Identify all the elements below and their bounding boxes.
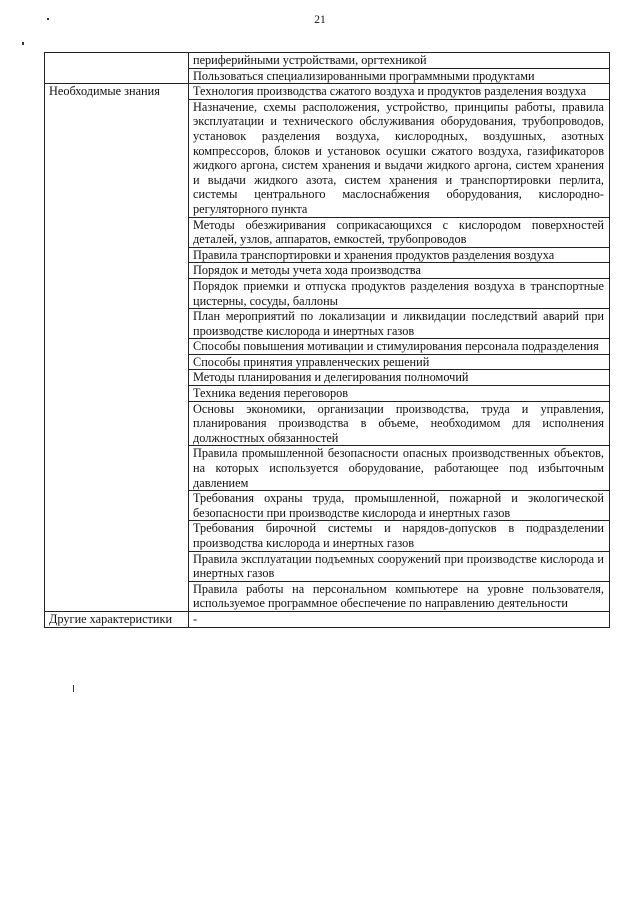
- label-cell: [45, 354, 189, 370]
- table-cell: Методы планирования и делегирования полномочий: [189, 370, 610, 386]
- scan-mark: [47, 18, 49, 20]
- table-row: [45, 521, 610, 551]
- table-cell: Способы принятия управленческих решений: [189, 354, 610, 370]
- label-cell: [45, 247, 189, 263]
- table-row: [45, 263, 610, 279]
- other-label: Другие характеристики: [45, 611, 189, 627]
- label-cell: [45, 339, 189, 355]
- table-cell: Порядок приемки и отпуска продуктов разделения воздуха в транспортные цистерны, сосуды, баллоны: [189, 278, 610, 308]
- table-row: [45, 53, 610, 69]
- label-cell: [45, 386, 189, 402]
- table-row: [45, 386, 610, 402]
- table-cell: Технология производства сжатого воздуха и продуктов разделения воздуха: [189, 84, 610, 100]
- label-cell: [45, 370, 189, 386]
- table-row: [45, 446, 610, 491]
- table-row: [45, 278, 610, 308]
- table-cell: Требования бирочной системы и нарядов-допусков в подразделении производства кислорода и инертных газов: [189, 521, 610, 551]
- table-row: [45, 84, 610, 100]
- table-cell: Правила работы на персональном компьютере на уровне пользователя, используемое программное обеспечение по направлению деятельности: [189, 581, 610, 611]
- table-cell: Требования охраны труда, промышленной, пожарной и экологической безопасности при производстве кислорода и инертных газов: [189, 491, 610, 521]
- table-cell: План мероприятий по локализации и ликвидации последствий аварий при производстве кислорода и инертных газов: [189, 309, 610, 339]
- label-cell: [45, 53, 189, 69]
- table-row: [45, 309, 610, 339]
- knowledge-label: Необходимые знания: [45, 84, 189, 100]
- scan-mark: [73, 685, 74, 692]
- label-cell: [45, 309, 189, 339]
- label-cell: [45, 581, 189, 611]
- table-row: [45, 354, 610, 370]
- table-row: [45, 581, 610, 611]
- table-cell: Способы повышения мотивации и стимулирования персонала подразделения: [189, 339, 610, 355]
- label-cell: [45, 278, 189, 308]
- table-row: [45, 491, 610, 521]
- table-cell: Порядок и методы учета хода производства: [189, 263, 610, 279]
- table-cell: Правила эксплуатации подъемных сооружений при производстве кислорода и инертных газов: [189, 551, 610, 581]
- table-row: [45, 370, 610, 386]
- table-row: [45, 68, 610, 84]
- label-cell: [45, 68, 189, 84]
- table-cell: Основы экономики, организации производства, труда и управления, планирования производства в объеме, необходимом для исполнения должностных обязанностей: [189, 401, 610, 446]
- label-cell: [45, 446, 189, 491]
- table-row: [45, 217, 610, 247]
- table-cell: Пользоваться специализированными программными продуктами: [189, 68, 610, 84]
- other-value: -: [189, 611, 610, 627]
- table-cell: Назначение, схемы расположения, устройство, принципы работы, правила эксплуатации и технического обслуживания оборудования, трубопроводов, установок разделения воздуха, кислородных, воздушных, азотных компрессоров, блоков и установок осушки сжатого воздуха, газификаторов жидкого аргона, систем хранения и выдачи жидкого аргона, систем хранения и выдачи жидкого азота, систем хранения и транспортировки перлита, системы центрального маслоснабжения оборудования, кислородно-регуляторного пункта: [189, 99, 610, 217]
- table-row: [45, 551, 610, 581]
- table-row: [45, 247, 610, 263]
- table-cell: Методы обезжиривания соприкасающихся с кислородом поверхностей деталей, узлов, аппаратов, емкостей, трубопроводов: [189, 217, 610, 247]
- table-row: [45, 401, 610, 446]
- table-cell: периферийными устройствами, оргтехникой: [189, 53, 610, 69]
- label-cell: [45, 99, 189, 217]
- table-cell: Техника ведения переговоров: [189, 386, 610, 402]
- table-cell: Правила транспортировки и хранения продуктов разделения воздуха: [189, 247, 610, 263]
- table-row: [45, 611, 610, 627]
- page-number: 21: [314, 14, 326, 26]
- table-row: [45, 339, 610, 355]
- requirements-table: [44, 52, 610, 628]
- scan-mark: [22, 42, 24, 45]
- label-cell: [45, 551, 189, 581]
- label-cell: [45, 263, 189, 279]
- table-cell: Правила промышленной безопасности опасных производственных объектов, на которых используется оборудование, работающее под избыточным давлением: [189, 446, 610, 491]
- label-cell: [45, 401, 189, 446]
- table-row: [45, 99, 610, 217]
- label-cell: [45, 217, 189, 247]
- label-cell: [45, 491, 189, 521]
- label-cell: [45, 521, 189, 551]
